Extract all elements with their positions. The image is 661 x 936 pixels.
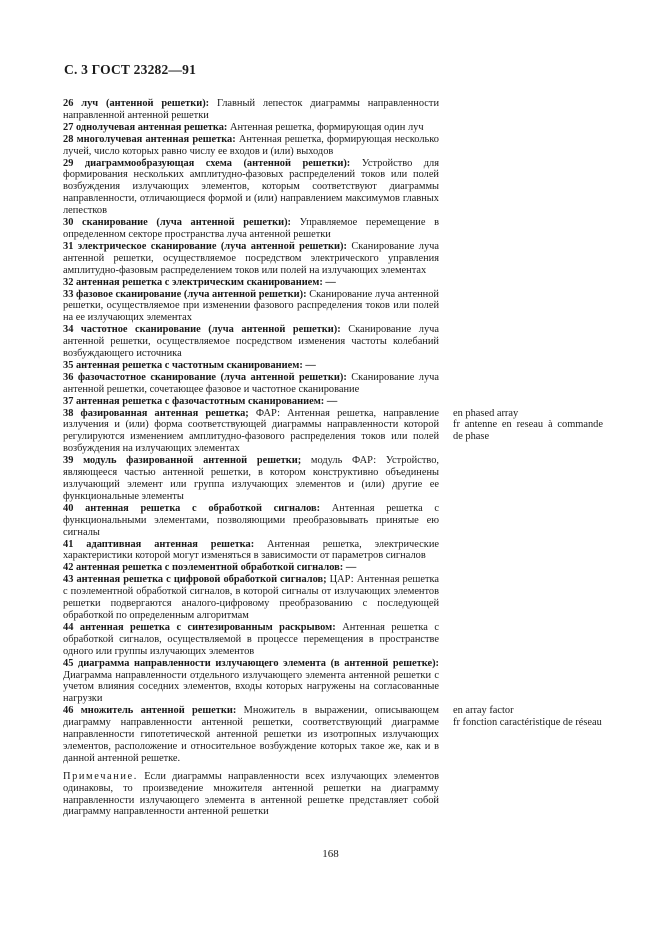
entry-33: 33 фазовое сканирование (луча антенной решетки): Сканирование луча антенной решетки, осуществляемое при изменении фазового распределения токов или полей на ее излучающих элементах bbox=[63, 288, 439, 324]
side-note-38-en: en phased array bbox=[453, 407, 519, 419]
entry-38: 38 фазированная антенная решетка; ФАР: Антенная решетка, направление излучения и (или) форма соответствующей диаграммы направленности которой регулируются изменением амплитудно-фазового распределения токов или полей возбуждения на излучающих элементах bbox=[63, 407, 439, 455]
main-text bbox=[63, 98, 439, 818]
entry-45: 45 диаграмма направленности излучающего элемента (в антенной решетке): Диаграмма направленности отдельного излучающего элемента антенной решетки с учетом влияния соседних элементов, входы которых нагружены на согласованные нагрузки bbox=[63, 657, 439, 705]
entry-44: 44 антенная решетка с синтезированным раскрывом: Антенная решетка с обработкой сигналов, осуществляемой в процессе перемещения в пространстве одного или группы излучающих элементов bbox=[63, 621, 439, 657]
entry-42: 42 антенная решетка с поэлементной обработкой сигналов: — bbox=[63, 562, 357, 574]
entry-32: 32 антенная решетка с электрическим сканированием: — bbox=[63, 276, 336, 288]
side-note-46-fr: fr fonction caractéristique de réseau bbox=[453, 717, 602, 729]
page-header: С. 3 ГОСТ 23282—91 bbox=[64, 62, 197, 77]
note: Примечание. Если диаграммы направленности всех излучающих элементов одинаковы, то произведение множителя антенной решетки на диаграмму направленности излучающего элемента в антенной решетке представляет собой диаграмму направленности антенной решетки bbox=[63, 770, 439, 818]
entry-30: 30 сканирование (луча антенной решетки): Управляемое перемещение в определенном секторе пространства луча антенной решетки bbox=[63, 217, 439, 240]
entry-29: 29 диаграммообразующая схема (антенной решетки): Устройство для формирования нескольких амплитудно-фазовых распределений токов или полей возбуждения излучающих элементов, которым соответствуют диаграммы направленности, отличающиеся формой и (или) направлением максимумов главных лепестков bbox=[63, 157, 439, 217]
entry-31: 31 электрическое сканирование (луча антенной решетки): Сканирование луча антенной решетки, осуществляемое посредством электрического управления амплитудно-фазовым распределением токов или полей на излучающих элементах bbox=[63, 240, 439, 276]
side-note-38 bbox=[453, 408, 603, 444]
side-note-46 bbox=[453, 705, 603, 729]
page-number: 168 bbox=[322, 848, 339, 860]
entry-37: 37 антенная решетка с фазочастотным сканированием: — bbox=[63, 395, 338, 407]
side-note-38-fr: fr antenne en reseau à commande de phase bbox=[453, 419, 603, 443]
side-note-46-en: en array factor bbox=[453, 705, 514, 717]
entry-35: 35 антенная решетка с частотным сканированием: — bbox=[63, 359, 316, 371]
entry-34: 34 частотное сканирование (луча антенной решетки): Сканирование луча антенной решетки, осуществляемое посредством изменения частоты колебаний возбуждающего источника bbox=[63, 324, 439, 360]
entry-27: 27 однолучевая антенная решетка: Антенная решетка, формирующая один луч bbox=[63, 121, 424, 133]
entry-28: 28 многолучевая антенная решетка: Антенная решетка, формирующая несколько лучей, число которых равно числу ее входов и (или) выходов bbox=[63, 133, 439, 157]
entry-41: 41 адаптивная антенная решетка: Антенная решетка, электрические характеристики которой могут изменяться в зависимости от параметров сигналов bbox=[63, 538, 439, 562]
entry-26: 26 луч (антенной решетки): Главный лепесток диаграммы направленности направленной антенной решетки bbox=[63, 98, 440, 121]
entry-40: 40 антенная решетка с обработкой сигналов: Антенная решетка с функциональными элементами, позволяющими преобразовывать принятые ею сигналы bbox=[63, 502, 439, 538]
entry-46: 46 множитель антенной решетки: Множитель в выражении, описывающем диаграмму направленности антенной решетки, соответствующий диаграмме направленности гипотетической антенной решетки из изотропных излучающих элементов, расположение и относительное возбуждение которых такое же, как и в данной антенной решетке. bbox=[63, 705, 439, 764]
entry-36: 36 фазочастотное сканирование (луча антенной решетки): Сканирование луча антенной решетки, сочетающее фазовое и частотное сканирование bbox=[63, 371, 439, 395]
entry-43: 43 антенная решетка с цифровой обработкой сигналов; ЦАР: Антенная решетка с поэлементной обработкой сигналов, в которой сигналы от излучающих элементов решетки подвергаются аналого-цифровому преобразованию с последующей обработкой по определенным алгоритмам bbox=[63, 574, 439, 621]
entry-39: 39 модуль фазированной антенной решетки; модуль ФАР: Устройство, являющееся частью антенной решетки, в котором конструктивно объединены излучающий элемент или группа излучающих элементов и (или) другие ее функциональные элементы bbox=[63, 455, 439, 502]
